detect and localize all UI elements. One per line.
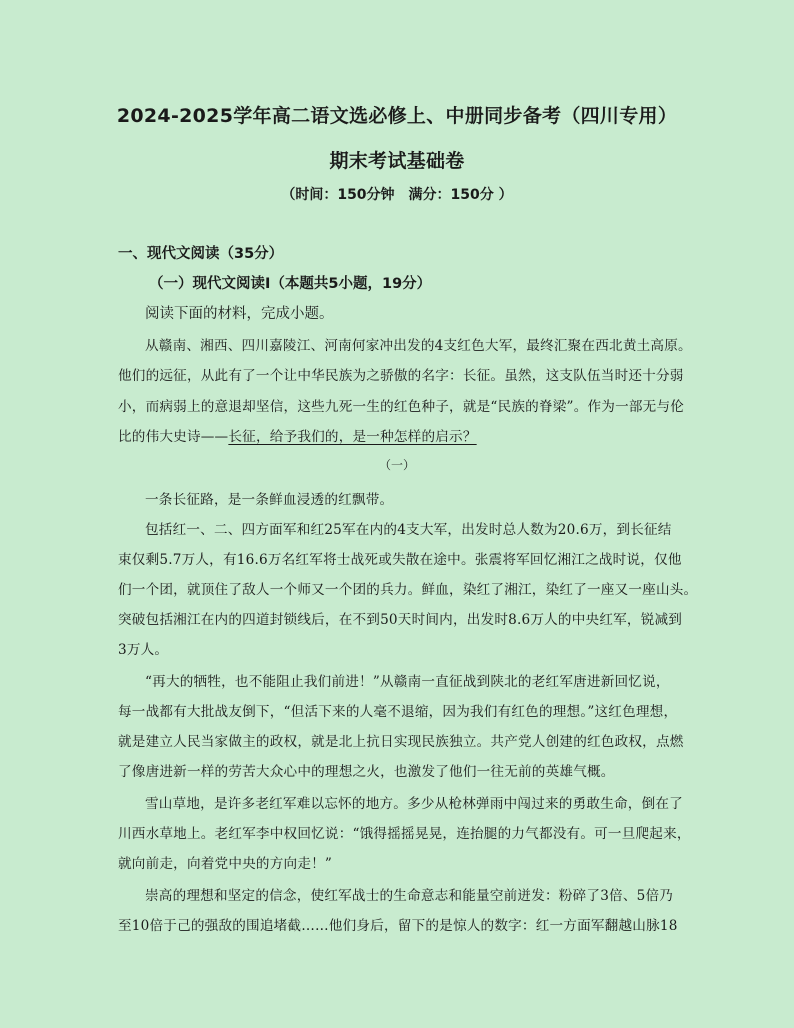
paragraph-line: “再大的牺牲，也不能阻止我们前进！”从赣南一直征战到陕北的老红军唐进新回忆说， xyxy=(145,674,670,690)
paragraph-text: 比的伟大史诗—— xyxy=(118,429,229,445)
paragraph-line: 川西水草地上。老红军李中权回忆说：“饿得摇摇晃晃，连抬腿的力气都没有。可一旦爬起来， xyxy=(118,826,691,842)
part-marker: （一） xyxy=(378,458,415,472)
paragraph-line: 了像唐进新一样的劳苦大众心中的理想之火，也激发了他们一往无前的英雄气概。 xyxy=(118,764,615,780)
paragraph-line: 从赣南、湘西、四川嘉陵江、河南何家冲出发的4支红色大军，最终汇聚在西北黄土高原。 xyxy=(145,338,692,354)
paragraph-line: 崇高的理想和坚定的信念，使红军战士的生命意志和能量空前迸发：粉碎了3倍、5倍乃 xyxy=(145,888,674,904)
paragraph-line: 突破包括湘江在内的四道封锁线后，在不到50天时间内，出发时8.6万人的中央红军，锐减到 xyxy=(118,612,683,628)
paragraph-line: 一条长征路，是一条鲜血浸透的红飘带。 xyxy=(145,492,394,508)
section-heading: 一、现代文阅读（35分） xyxy=(118,246,284,262)
paragraph-line: 至10倍于己的强敌的围追堵截……他们身后，留下的是惊人的数字：红一方面军翻越山脉18 xyxy=(118,918,678,934)
paragraph-line xyxy=(118,425,678,445)
reading-instruction: 阅读下面的材料，完成小题。 xyxy=(145,306,334,322)
paragraph-line: 小，而病弱上的意退却坚信，这些九死一生的红色种子，就是“民族的脊梁”。作为一部无与伦 xyxy=(118,399,685,415)
paragraph-line: 们一个团，就顶住了敌人一个师又一个团的兵力。鲜血，染红了湘江，染红了一座又一座山头。 xyxy=(118,582,698,598)
document-subtitle: 期末考试基础卷 xyxy=(329,150,465,172)
paragraph-line: 束仅剩5.7万人，有16.6万名红军将士战死或失散在途中。张震将军回忆湘江之战时说，仅他 xyxy=(118,552,682,568)
paragraph-line: 就向前走，向着党中央的方向走！” xyxy=(118,856,333,872)
subsection-heading: （一）现代文阅读Ⅰ（本题共5小题，19分） xyxy=(149,276,432,292)
paragraph-line: 3万人。 xyxy=(118,642,169,658)
underlined-question: 长征，给予我们的，是一种怎样的启示？ xyxy=(228,429,477,445)
paragraph-line: 包括红一、二、四方面军和红25军在内的4支大军，出发时总人数为20.6万，到长征结 xyxy=(145,522,672,538)
paragraph-line: 他们的远征，从此有了一个让中华民族为之骄傲的名字：长征。虽然，这支队伍当时还十分弱 xyxy=(118,368,684,384)
paragraph-line: 雪山草地，是许多老红军难以忘怀的地方。多少从枪林弹雨中闯过来的勇敢生命，倒在了 xyxy=(145,796,683,812)
exam-info: （时间：150分钟 满分：150分 ） xyxy=(281,187,513,203)
paragraph-line: 每一战都有大批战友倒下，“但活下来的人毫不退缩，因为我们有红色的理想。”这红色理想， xyxy=(118,704,678,720)
paragraph-line: 就是建立人民当家做主的政权，就是北上抗日实现民族独立。共产党人创建的红色政权，点燃 xyxy=(118,734,684,750)
document-title: 2024-2025学年高二语文选必修上、中册同步备考（四川专用） xyxy=(116,105,678,127)
